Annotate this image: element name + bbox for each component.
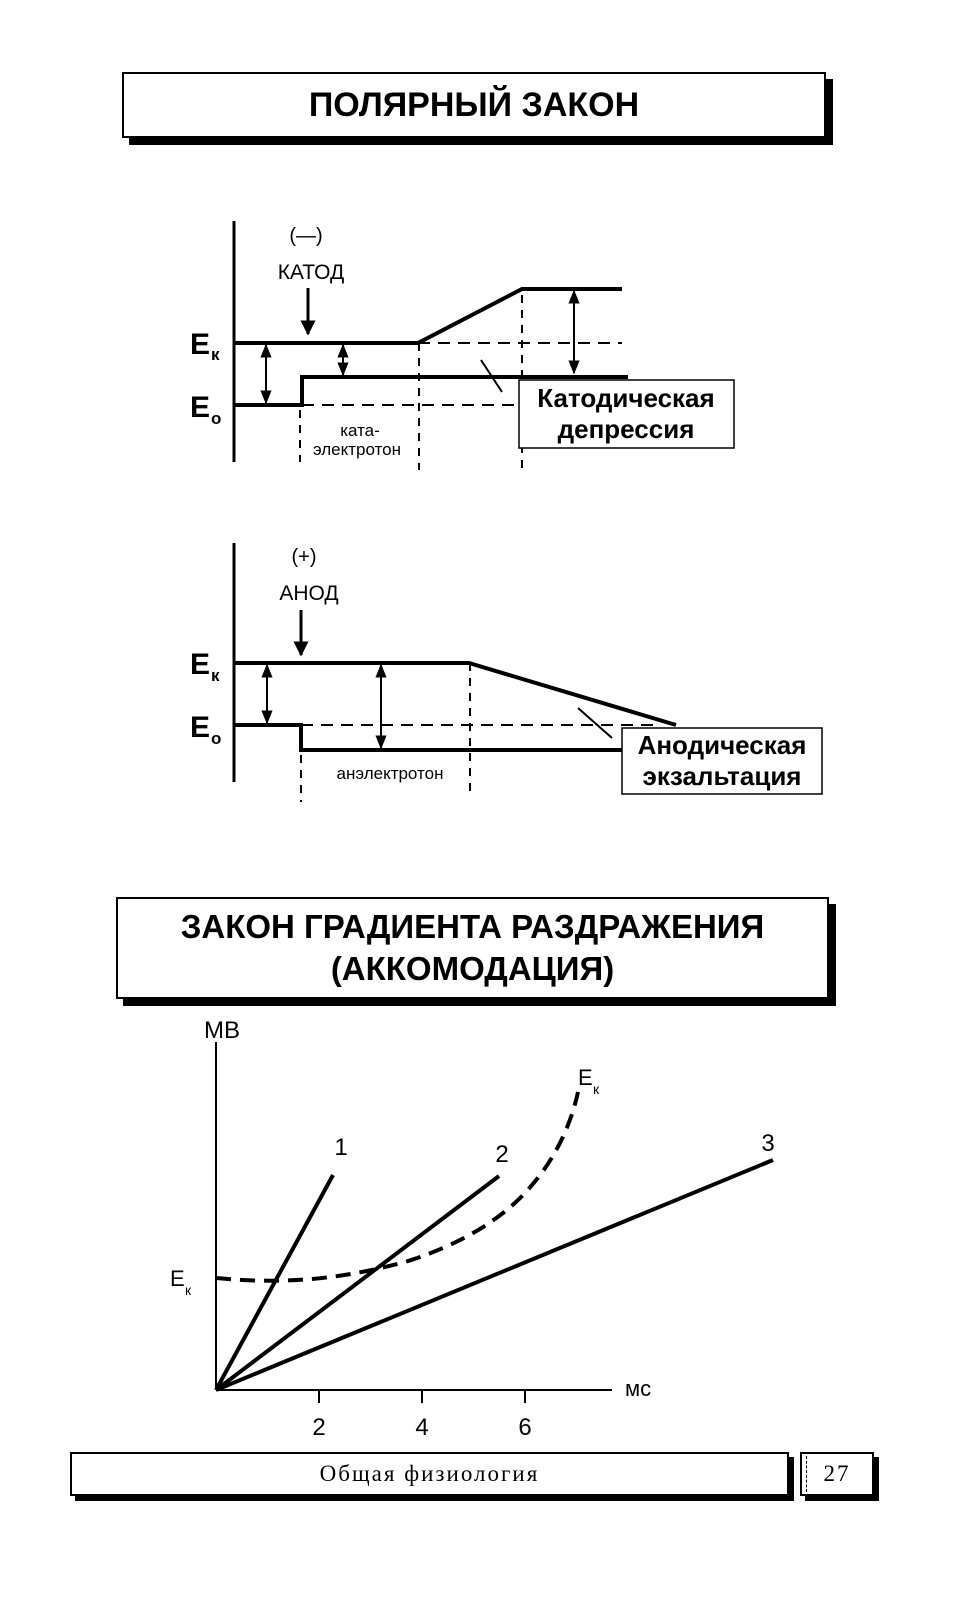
chart-threshold-label-top-sub: к <box>593 1081 600 1097</box>
chart-line-1-label: 1 <box>334 1134 348 1161</box>
cathode-callout-line2: депрессия <box>557 414 695 444</box>
polar-law-title-text: ПОЛЯРНЫЙ ЗАКОН <box>308 85 640 124</box>
anode-callout-line2: экзальтация <box>642 761 802 791</box>
anode-potential-line <box>234 725 626 750</box>
chart-line-2 <box>216 1176 499 1390</box>
chart-line-2-label: 2 <box>495 1141 509 1168</box>
anode-ek-sub: к <box>211 666 220 685</box>
anode-sign: (+) <box>291 546 317 568</box>
chart-line-3-label: 3 <box>761 1130 775 1157</box>
cathode-diagram <box>190 221 734 470</box>
cathode-threshold-line <box>234 289 622 343</box>
cathode-eo-label: E <box>190 391 211 424</box>
anode-callout-pointer <box>578 708 612 738</box>
gradient-law-title-line2: (АККОМОДАЦИЯ) <box>330 950 615 987</box>
anode-callout-line1: Анодическая <box>637 730 807 760</box>
footer-page-number <box>800 1452 874 1496</box>
anode-ek-label: E <box>190 648 211 681</box>
gradient-law-title-line1: ЗАКОН ГРАДИЕНТА РАЗДРАЖЕНИЯ <box>180 908 765 945</box>
catelectroton-label-1: ката- <box>340 421 380 440</box>
footer-book-title-text: Общая физиология <box>319 1461 540 1486</box>
footer-book-title <box>70 1452 789 1496</box>
chart-threshold-label-left: E <box>170 1266 185 1291</box>
chart-threshold-label-left-sub: к <box>185 1282 192 1298</box>
anode-threshold-line <box>234 663 676 725</box>
chart-line-1 <box>216 1175 333 1390</box>
accommodation-chart <box>170 1017 775 1441</box>
chart-x-tick-label: 2 <box>312 1414 326 1441</box>
cathode-ek-label: E <box>190 328 211 361</box>
anode-eo-label: E <box>190 711 211 744</box>
anelectroton-label: анэлектротон <box>336 764 444 783</box>
anode-diagram <box>190 543 822 802</box>
chart-x-tick-label: 6 <box>518 1414 532 1441</box>
chart-x-ticks <box>312 1390 531 1441</box>
footer-page-number-text: 27 <box>823 1461 851 1486</box>
cathode-label: КАТОД <box>277 261 345 284</box>
cathode-ek-sub: к <box>211 345 220 364</box>
anode-eo-sub: о <box>211 729 222 748</box>
section-title-gradient-law <box>116 897 829 999</box>
catelectroton-label-2: электротон <box>312 440 402 459</box>
chart-x-axis-label: мс <box>625 1376 652 1401</box>
chart-y-axis-label: МВ <box>204 1017 240 1044</box>
cathode-eo-sub: о <box>211 409 222 428</box>
chart-threshold-label-top: E <box>578 1065 593 1090</box>
anode-label: АНОД <box>279 582 339 605</box>
cathode-callout-line1: Катодическая <box>537 383 715 413</box>
cathode-sign: (—) <box>289 225 323 247</box>
chart-line-3 <box>216 1160 773 1390</box>
chart-x-tick-label: 4 <box>415 1414 429 1441</box>
